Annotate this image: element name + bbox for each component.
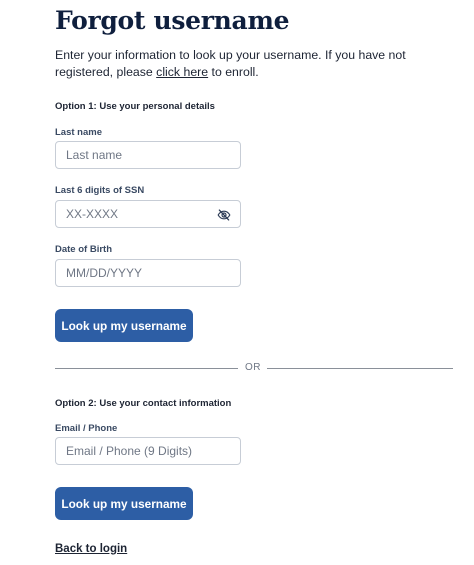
- last-name-input[interactable]: [66, 142, 216, 168]
- ssn-label: Last 6 digits of SSN: [55, 185, 145, 196]
- or-divider: [55, 362, 453, 374]
- ssn-field[interactable]: [55, 200, 241, 228]
- last-name-field[interactable]: [55, 141, 241, 169]
- option1-heading: Option 1: Use your personal details: [55, 101, 215, 112]
- intro-text: [55, 47, 465, 80]
- page-title: Forgot username: [55, 6, 290, 35]
- ssn-input[interactable]: [66, 201, 216, 227]
- divider-line-right: [267, 368, 453, 369]
- contact-field[interactable]: [55, 437, 241, 465]
- last-name-label: Last name: [55, 127, 102, 138]
- contact-label: Email / Phone: [55, 423, 118, 434]
- lookup-username-button-option1[interactable]: Look up my username: [55, 309, 193, 342]
- dob-input[interactable]: [66, 260, 216, 286]
- option2-heading: Option 2: Use your contact information: [55, 398, 232, 409]
- contact-input[interactable]: [66, 438, 216, 464]
- lookup-username-button-option2[interactable]: Look up my username: [55, 487, 193, 520]
- dob-field[interactable]: [55, 259, 241, 287]
- intro-text-main: Enter your information to look up your username. If you have not registered, please: [55, 48, 406, 79]
- enroll-link[interactable]: click here: [156, 64, 209, 79]
- dob-label: Date of Birth: [55, 244, 112, 255]
- divider-or-text: OR: [245, 362, 261, 373]
- eye-slash-icon[interactable]: [217, 208, 231, 222]
- divider-line-left: [55, 368, 238, 369]
- intro-text-suffix: to enroll.: [208, 64, 259, 79]
- back-to-login-link[interactable]: Back to login: [55, 543, 128, 555]
